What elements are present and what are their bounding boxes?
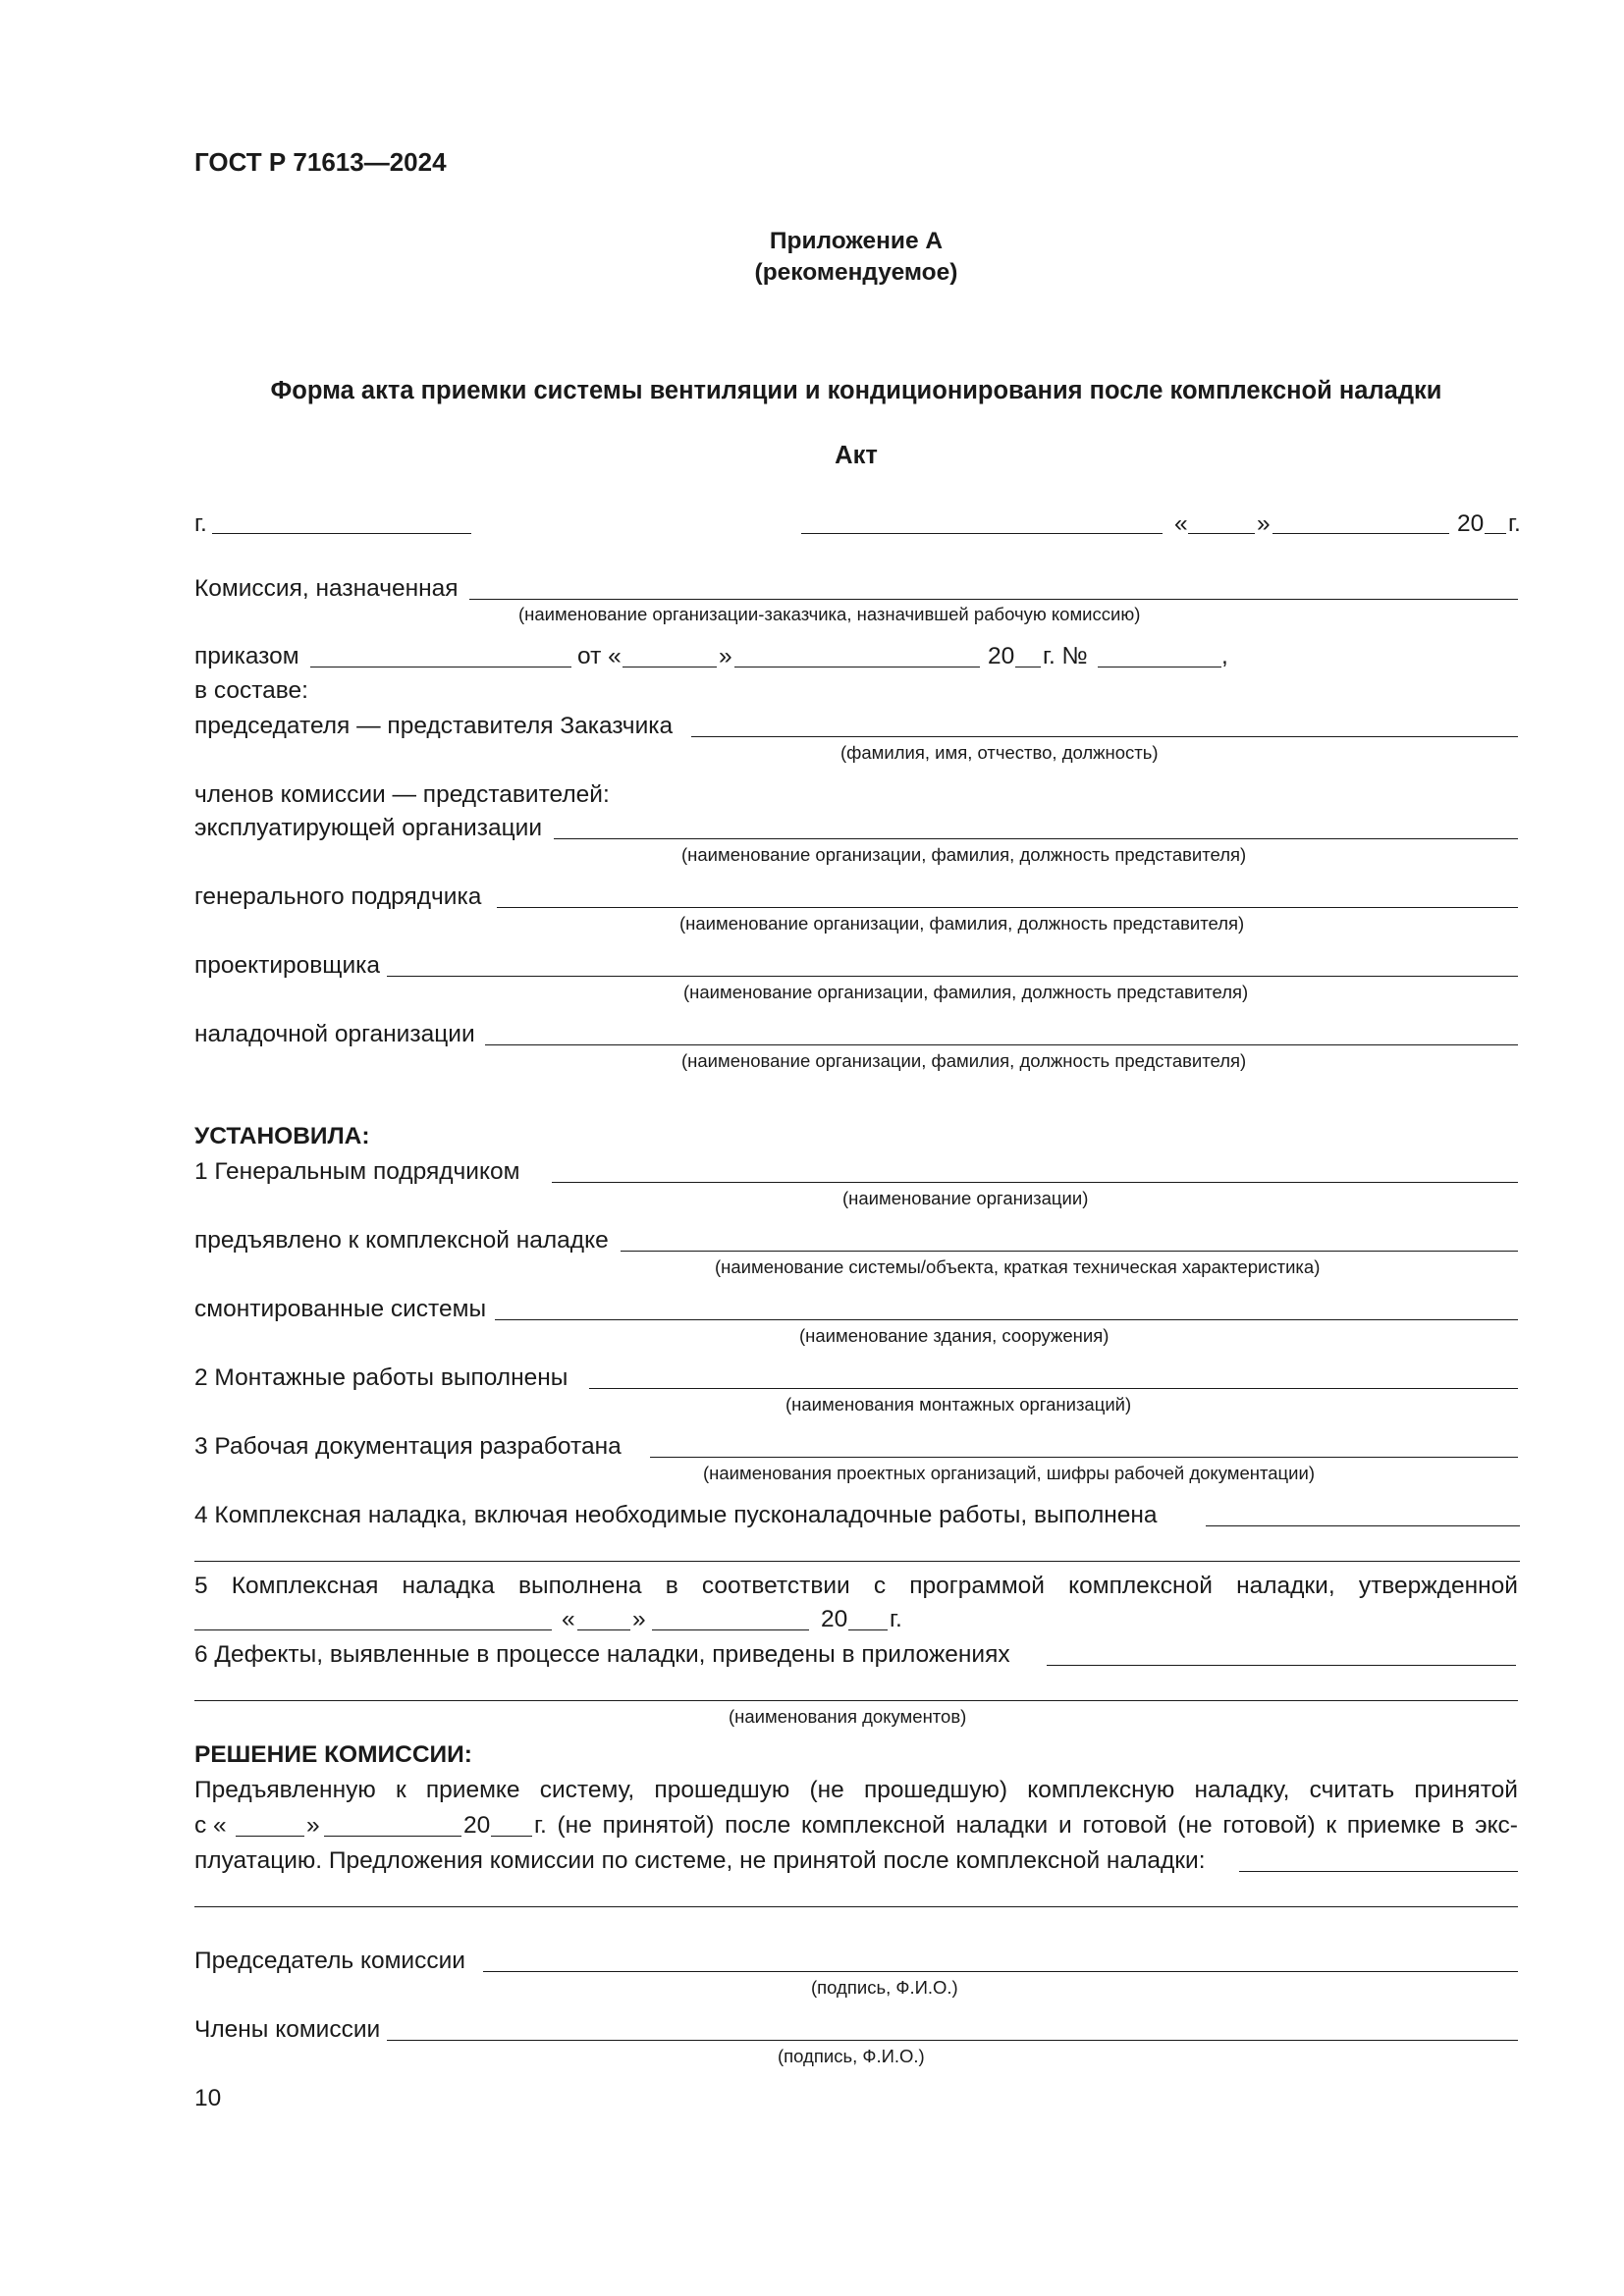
item2-field[interactable] <box>589 1388 1518 1389</box>
year-suffix: г. <box>1508 510 1521 537</box>
item3-field[interactable] <box>650 1457 1518 1458</box>
year-prefix: 20 <box>1457 510 1485 537</box>
mounted-field[interactable] <box>495 1319 1518 1320</box>
item2-caption: (наименования монтажных организаций) <box>785 1394 1132 1415</box>
general-contractor-field[interactable] <box>497 907 1518 908</box>
order-quote-close: » <box>719 643 732 669</box>
date-quote-close: » <box>1257 510 1271 537</box>
item5-year-suffix: г. <box>890 1606 902 1632</box>
item5-year-field[interactable] <box>848 1629 888 1630</box>
presented-label: предъявлено к комплексной наладке <box>194 1227 609 1254</box>
order-comma: , <box>1221 643 1228 669</box>
item4-field-continuation[interactable] <box>194 1561 1520 1562</box>
commission-appointed-field[interactable] <box>469 599 1518 600</box>
decision-year-prefix: 20 <box>463 1812 491 1839</box>
mounted-caption: (наименование здания, сооружения) <box>799 1325 1110 1346</box>
item5-year-prefix: 20 <box>821 1606 848 1632</box>
form-title: Форма акта приемки системы вентиляции и кондиционирования после комплексной наладки <box>270 377 1442 404</box>
established-heading: УСТАНОВИЛА: <box>194 1123 370 1149</box>
decision-quote-close: » <box>306 1812 320 1839</box>
item5-day-field[interactable] <box>577 1629 630 1630</box>
decision-day-field[interactable] <box>236 1836 304 1837</box>
chairman-signature-field[interactable] <box>483 1971 1518 1972</box>
day-field[interactable] <box>1188 533 1255 534</box>
item3-caption: (наименования проектных организаций, шифры рабочей документации) <box>703 1463 1315 1483</box>
operating-org-label: эксплуатирующей организации <box>194 815 543 841</box>
commission-appointed-caption: (наименование организации-заказчика, назначившей рабочую комиссию) <box>518 604 1141 624</box>
decision-line3: плуатацию. Предложения комиссии по системе, не принятой после комплексной наладки: <box>194 1847 1206 1874</box>
designer-label: проектировщика <box>194 952 381 979</box>
item5-month-field[interactable] <box>652 1629 809 1630</box>
decision-month-field[interactable] <box>324 1836 461 1837</box>
members-signature-field[interactable] <box>387 2040 1518 2041</box>
decision-date-prefix: с « <box>194 1812 227 1839</box>
mounted-label: смонтированные системы <box>194 1296 487 1322</box>
date-quote-open: « <box>1174 510 1188 537</box>
order-from-label: от « <box>577 643 622 669</box>
commissioning-org-caption: (наименование организации, фамилия, должность представителя) <box>681 1050 1247 1071</box>
decision-year-field[interactable] <box>491 1836 532 1837</box>
item4-field[interactable] <box>1206 1525 1520 1526</box>
general-contractor-label: генерального подрядчика <box>194 883 482 910</box>
item1-label: 1 Генеральным подрядчиком <box>194 1158 520 1185</box>
item4-label: 4 Комплексная наладка, включая необходимые пусконаладочные работы, выполнена <box>194 1502 1158 1528</box>
members-signature-label: Члены комиссии <box>194 2016 381 2043</box>
commissioning-org-field[interactable] <box>485 1044 1518 1045</box>
chairman-rep-label: председателя — представителя Заказчика <box>194 713 674 739</box>
appendix-status: (рекомендуемое) <box>754 259 958 286</box>
item6-label: 6 Дефекты, выявленные в процессе наладки, приведены в приложениях <box>194 1641 1010 1668</box>
month-field[interactable] <box>1272 533 1449 534</box>
order-label: приказом <box>194 643 299 669</box>
page-number: 10 <box>194 2085 222 2111</box>
city-label: г. <box>194 510 207 537</box>
place-field[interactable] <box>801 533 1163 534</box>
presented-field[interactable] <box>621 1251 1518 1252</box>
operating-org-caption: (наименование организации, фамилия, должность представителя) <box>681 844 1247 865</box>
item5-approver-field[interactable] <box>194 1629 552 1630</box>
item6-field-continuation[interactable] <box>194 1700 1518 1701</box>
decision-proposals-continuation[interactable] <box>194 1906 1518 1907</box>
members-signature-caption: (подпись, Ф.И.О.) <box>778 2046 925 2066</box>
item1-caption: (наименование организации) <box>842 1188 1089 1208</box>
city-field[interactable] <box>212 533 471 534</box>
item6-caption: (наименования документов) <box>729 1706 967 1727</box>
presented-caption: (наименование системы/объекта, краткая техническая характеристика) <box>715 1256 1321 1277</box>
decision-proposals-field[interactable] <box>1239 1871 1518 1872</box>
item5-quote-open: « <box>562 1606 575 1632</box>
designer-field[interactable] <box>387 976 1518 977</box>
chairman-signature-label: Председатель комиссии <box>194 1948 465 1974</box>
commissioning-org-label: наладочной организации <box>194 1021 475 1047</box>
appendix-title: Приложение А <box>769 228 944 254</box>
designer-caption: (наименование организации, фамилия, должность представителя) <box>683 982 1249 1002</box>
general-contractor-caption: (наименование организации, фамилия, должность представителя) <box>679 913 1245 934</box>
members-label: членов комиссии — представителей: <box>194 781 610 808</box>
act-title: Акт <box>835 442 878 469</box>
decision-line2-text: г. (не принятой) после комплексной наладки и готовой (не готовой) к приемке в экс- <box>534 1812 1518 1839</box>
chairman-signature-caption: (подпись, Ф.И.О.) <box>811 1977 958 1998</box>
decision-heading: РЕШЕНИЕ КОМИССИИ: <box>194 1741 472 1768</box>
commission-appointed-label: Комиссия, назначенная <box>194 575 459 602</box>
item1-field[interactable] <box>552 1182 1518 1183</box>
decision-line1: Предъявленную к приемке систему, прошедшую (не прошедшую) комплексную наладку, считать принятой <box>194 1777 1518 1803</box>
order-year-prefix: 20 <box>988 643 1015 669</box>
composition-label: в составе: <box>194 677 308 704</box>
year-field[interactable] <box>1485 533 1506 534</box>
order-number-label: г. № <box>1043 643 1088 669</box>
item5-text: 5 Комплексная наладка выполнена в соответствии с программой комплексной наладки, утвержденной <box>194 1573 1518 1599</box>
chairman-rep-field[interactable] <box>691 736 1518 737</box>
chairman-rep-caption: (фамилия, имя, отчество, должность) <box>840 742 1159 763</box>
item3-label: 3 Рабочая документация разработана <box>194 1433 622 1460</box>
standard-number: ГОСТ Р 71613—2024 <box>194 147 447 177</box>
item6-field[interactable] <box>1047 1665 1516 1666</box>
item2-label: 2 Монтажные работы выполнены <box>194 1364 568 1391</box>
item5-quote-close: » <box>632 1606 646 1632</box>
operating-org-field[interactable] <box>554 838 1518 839</box>
